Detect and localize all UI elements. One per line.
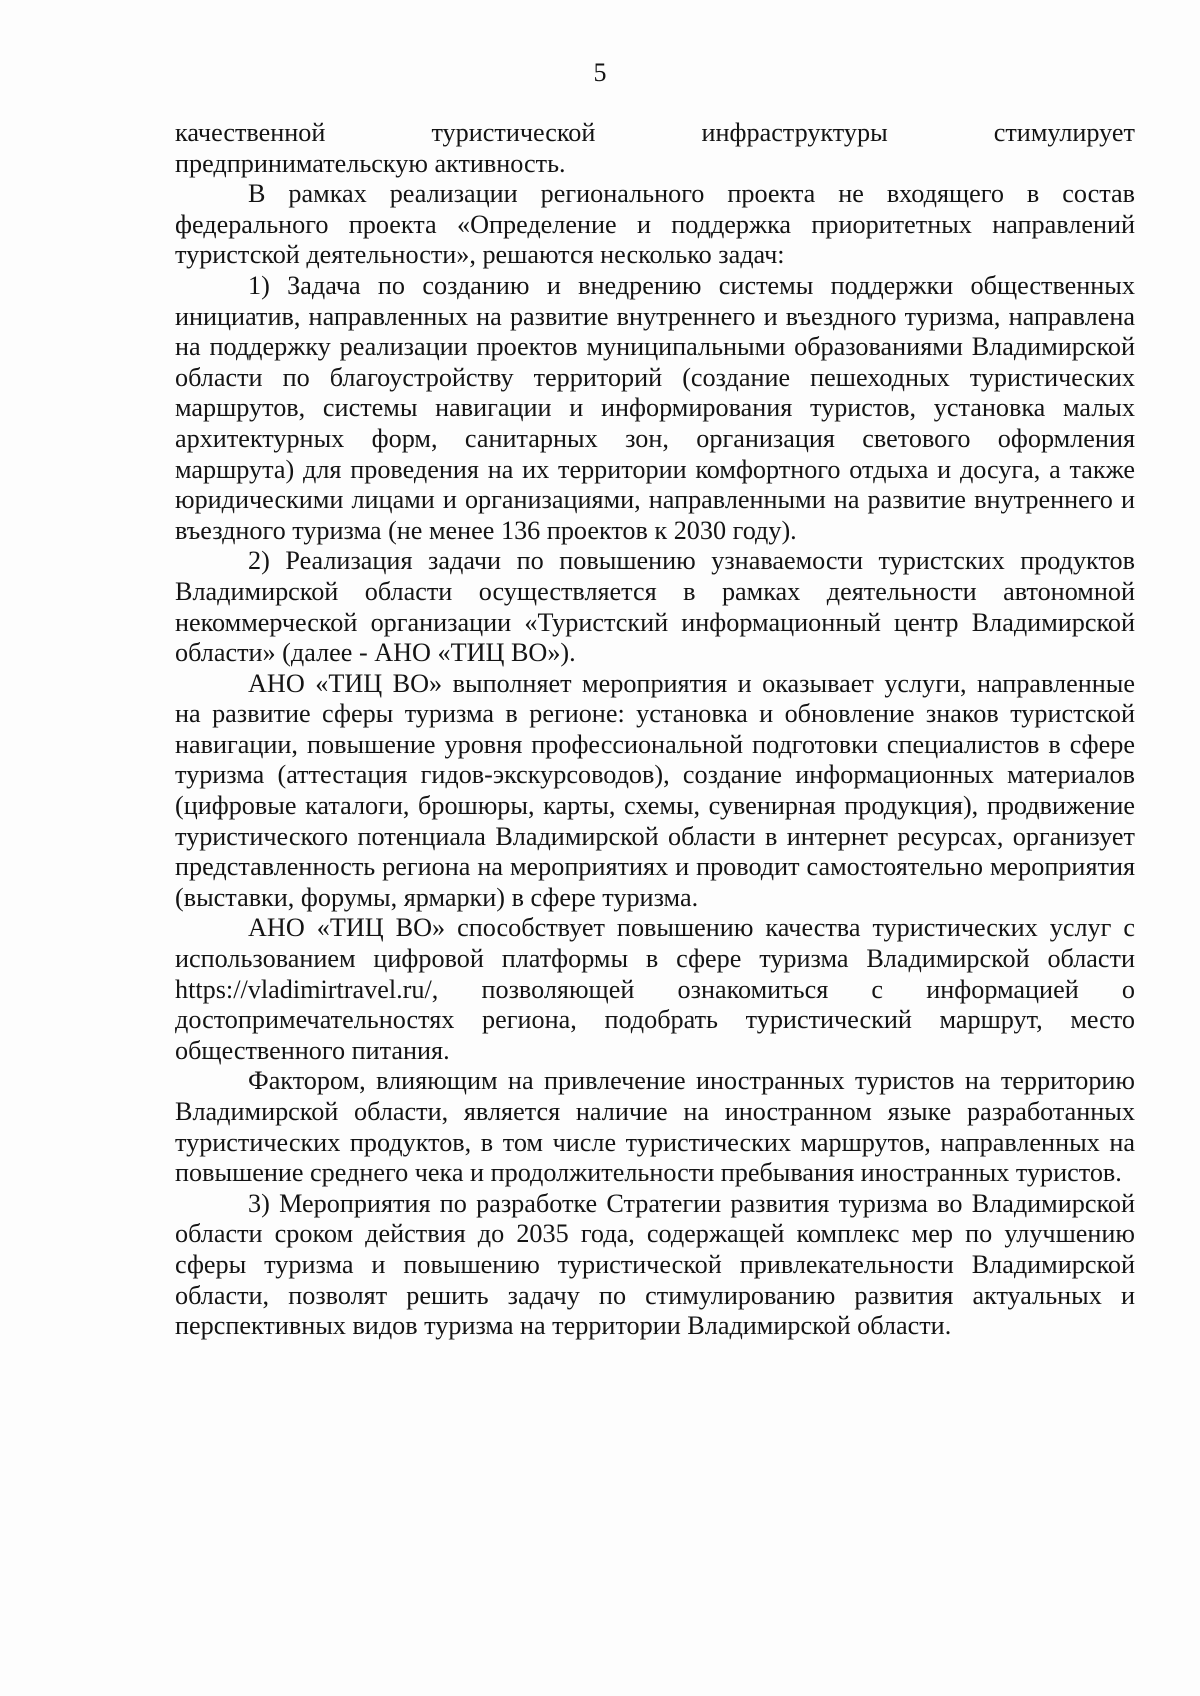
paragraph: предпринимательскую активность.	[175, 148, 566, 178]
paragraph: АНО «ТИЦ ВО» способствует повышению качества туристических услуг с использованием цифровой платформы в сфере туризма Владимирской области https://vladimirtravel.ru/, позволяющей ознакомиться с информацией о достопримечательностях региона, подобрать туристический маршрут, место общественного питания.	[175, 913, 1135, 1065]
paragraph: качественной туристической инфраструктуры стимулирует	[175, 118, 1135, 147]
paragraph: АНО «ТИЦ ВО» выполняет мероприятия и оказывает услуги, направленные на развитие сферы туризма в регионе: установка и обновление знаков туристской навигации, повышение уровня профессиональной подготовки специалистов в сфере туризма (аттестация гидов-экскурсоводов), создание информационных материалов (цифровые каталоги, брошюры, карты, схемы, сувенирная продукция), продвижение туристического потенциала Владимирской области в интернет ресурсах, организует представленность региона на мероприятиях и проводит самостоятельно мероприятия (выставки, форумы, ярмарки) в сфере туризма.	[175, 668, 1135, 912]
paragraph: 1) Задача по созданию и внедрению системы поддержки общественных инициатив, направленных на развитие внутреннего и въездного туризма, направлена на поддержку реализации проектов муниципальными образованиями Владимирской области по благоустройству территорий (создание пешеходных туристических маршрутов, системы навигации и информирования туристов, установка малых архитектурных форм, санитарных зон, организация светового оформления маршрута) для проведения на их территории комфортного отдыха и досуга, а также юридическими лицами и организациями, направленными на развитие внутреннего и въездного туризма (не менее 136 проектов к 2030 году).	[175, 270, 1135, 545]
paragraph: Фактором, влияющим на привлечение иностранных туристов на территорию Владимирской области, является наличие на иностранном языке разработанных туристических продуктов, в том числе туристических маршрутов, направленных на повышение среднего чека и продолжительности пребывания иностранных туристов.	[175, 1066, 1135, 1188]
paragraph: 2) Реализация задачи по повышению узнаваемости туристских продуктов Владимирской области осуществляется в рамках деятельности автономной некоммерческой организации «Туристский информационный центр Владимирской области» (далее - АНО «ТИЦ ВО»).	[175, 546, 1135, 668]
paragraph: 3) Мероприятия по разработке Стратегии развития туризма во Владимирской области сроком действия до 2035 года, содержащей комплекс мер по улучшению сферы туризма и повышению туристической привлекательности Владимирской области, позволят решить задачу по стимулированию развития актуальных и перспективных видов туризма на территории Владимирской области.	[175, 1188, 1135, 1341]
paragraph: В рамках реализации регионального проекта не входящего в состав федерального проекта «Определение и поддержка приоритетных направлений туристской деятельности», решаются несколько задач:	[175, 179, 1135, 270]
document-body	[175, 118, 1135, 1342]
page-number: 5	[593, 58, 607, 87]
